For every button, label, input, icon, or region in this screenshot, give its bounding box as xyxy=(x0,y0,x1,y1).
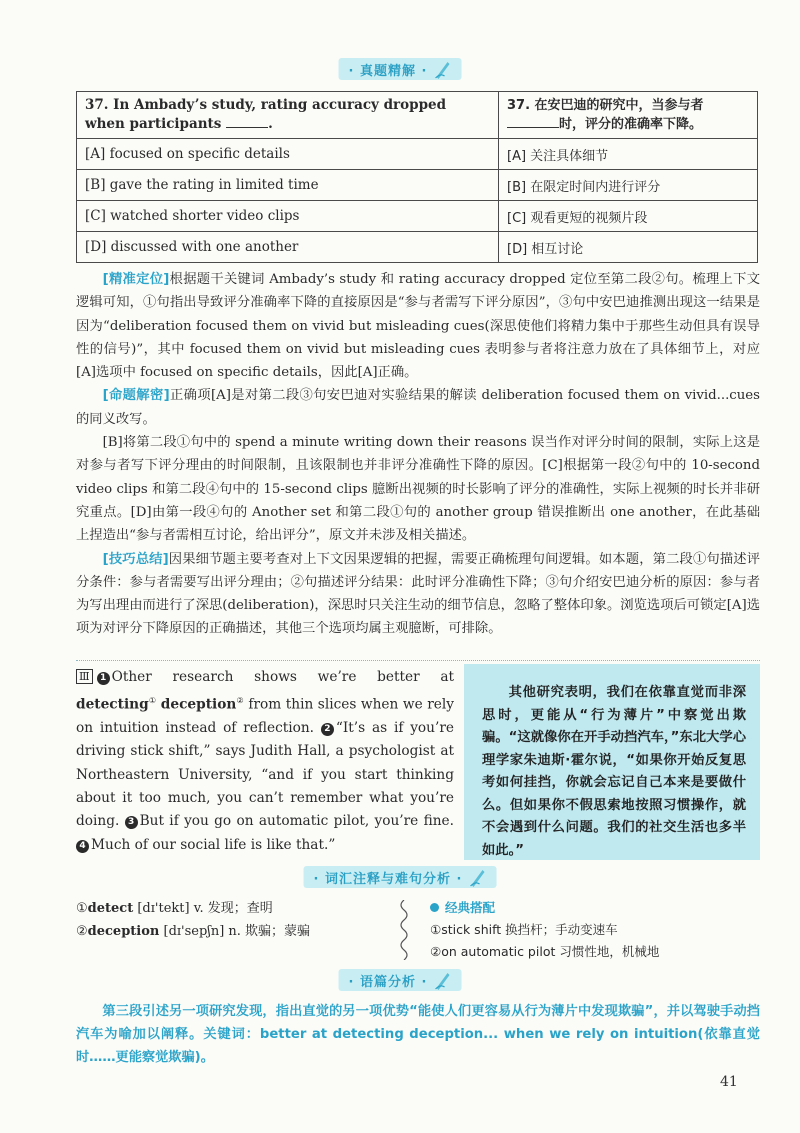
bullet-icon xyxy=(430,903,439,912)
option-b-en: [B] gave the rating in limited time xyxy=(77,170,499,201)
analysis-paragraph: [B]将第二段①句中的 spend a minute writing down their reasons 误当作对评分时间的限制，实际上这是对参与者写下评分理由的时间限制，且该限制也并非评分准确性下降的原因。[C]根据第一段②句中的 10-second video clips 和第二段④句中的 15-second clips 臆断出视频的时长影响了评分的准确性，实际上视频的时长并非研究重点。[D]由第一段④句的 Another set 和第二段①句的 another group 错误推断出 one another，在此基础上捏造出“参与者需相互讨论，给出评分”，原文并未涉及相关描述。 xyxy=(76,435,760,544)
collocation-item: ①stick shift 换挡杆；手动变速车 xyxy=(430,922,618,937)
reading-passage: Ⅲ 1 Other research shows we’re better at detecting① deception② from thin slices when we rely on intuition instead of reflection. 2 “It’s as if you’re driving stick shift,” says Judith Hall, a psychologist at Northeastern University, “and if you start thinking about it too much, you can’t remember what you’re doing. 3 But if you go on automatic pilot, you’re fine. 4 Much of our social life is like that.” xyxy=(76,669,454,853)
table-row xyxy=(77,139,758,170)
tag-jiqiao: [技巧总结] xyxy=(102,551,169,567)
answer-analysis xyxy=(76,268,760,641)
sentence-number: 2 xyxy=(321,723,334,736)
vocab-item: ①detect [dɪ'tekt] v. 发现；查明 xyxy=(76,901,273,916)
option-d-en: [D] discussed with one another xyxy=(77,232,499,263)
table-row xyxy=(77,92,758,139)
option-a-zh: [A] 关注具体细节 xyxy=(499,139,758,170)
table-row xyxy=(77,201,758,232)
squiggle-divider xyxy=(398,900,410,960)
tag-jingzhun: [精准定位] xyxy=(102,272,170,287)
translation-box xyxy=(464,664,760,860)
section-banner-zhenti xyxy=(339,58,462,80)
sentence-number: 4 xyxy=(76,840,89,853)
pen-icon xyxy=(468,866,486,888)
keyword-deception: deception xyxy=(160,696,237,713)
banner-title: · 语篇分析 · xyxy=(348,974,428,990)
answer-blank xyxy=(507,127,559,128)
analysis-paragraph: [命题解密]正确项[A]是对第二段③句安巴迪对实验结果的解读 deliberation focused them on vivid...cues 的同义改写。 xyxy=(76,388,761,427)
sentence-number: 3 xyxy=(125,816,138,829)
option-a-en: [A] focused on specific details xyxy=(77,139,499,170)
option-c-zh: [C] 观看更短的视频片段 xyxy=(499,201,758,232)
translation-text: 其他研究表明，我们在依靠直觉而非深思时，更能从“行为薄片”中察觉出欺骗。“这就像你在开手动挡汽车，”东北大学心理学家朱迪斯·霍尔说，“如果你开始反复思考如何挂挡，你就会忘记自己本来是要做什么。但如果你不假思索地按照习惯操作，就不会遇到什么问题。我们的社交生活也多半如此。” xyxy=(482,685,746,858)
question-stem-en: 37. In Ambady’s study, rating accuracy dropped when participants . xyxy=(77,92,499,139)
banner-title: · 词汇注释与难句分析 · xyxy=(313,871,463,887)
discourse-analysis: 第三段引述另一项研究发现，指出直觉的另一项优势“能使人们更容易从行为薄片中发现欺骗”，并以驾驶手动挡汽车为喻加以阐释。关键词：better at detecting deception... when we rely on intuition(依靠直觉时……更能察觉欺骗)。 xyxy=(76,1004,760,1065)
collocations xyxy=(430,897,750,963)
pen-icon xyxy=(433,58,451,80)
page-number: 41 xyxy=(720,1074,738,1090)
question-stem-zh: 37. 在安巴迪的研究中，当参与者 时，评分的准确率下降。 xyxy=(499,92,758,139)
option-b-zh: [B] 在限定时间内进行评分 xyxy=(499,170,758,201)
sentence-number: 1 xyxy=(97,672,110,685)
analysis-paragraph: [技巧总结]因果细节题主要考查对上下文因果逻辑的把握，需要正确梳理句间逻辑。如本题，第二段①句描述评分条件：参与者需要写出评分理由；②句描述评分结果：此时评分准确性下降；③句介绍安巴迪分析的原因：参与者为写出理由而进行了深思(deliberation)，深思时只关注生动的细节信息，忽略了整体印象。浏览选项后可锁定[A]选项为对评分下降原因的正确描述，其他三个选项均属主观臆断，可排除。 xyxy=(76,551,761,637)
option-c-en: [C] watched shorter video clips xyxy=(77,201,499,232)
pen-icon xyxy=(433,969,451,991)
table-row xyxy=(77,232,758,263)
answer-blank xyxy=(226,127,268,128)
section-number: Ⅲ xyxy=(76,669,93,684)
table-row xyxy=(77,170,758,201)
divider xyxy=(76,660,760,661)
question-table xyxy=(76,91,758,263)
analysis-paragraph: [精准定位]根据题干关键词 Ambady’s study 和 rating accuracy dropped 定位至第二段②句。梳理上下文逻辑可知，①句指出导致评分准确率下降的直接原因是“参与者需写下评分原因”，③句中安巴迪推测出现这一结果是因为“deliberation focused them on vivid but misleading cues(深思使他们将精力集中于那些生动但具有误导性的信号)”，其中 focused them on vivid but misleading cues 表明参与者将注意力放在了具体细节上，对应[A]选项中 focused on specific details，因此[A]正确。 xyxy=(76,272,761,381)
vocab-notes xyxy=(76,897,376,943)
section-banner-yufa xyxy=(339,969,462,991)
collocation-heading: 经典搭配 xyxy=(430,897,750,919)
tag-mingti: [命题解密] xyxy=(102,388,170,404)
section-banner-cihui xyxy=(304,866,497,888)
collocation-item: ②on automatic pilot 习惯性地，机械地 xyxy=(430,944,660,959)
keyword-detecting: detecting xyxy=(76,696,149,713)
banner-title: · 真题精解 · xyxy=(348,63,428,79)
vocab-item: ②deception [dɪ'sepʃn] n. 欺骗；蒙骗 xyxy=(76,924,311,939)
option-d-zh: [D] 相互讨论 xyxy=(499,232,758,263)
